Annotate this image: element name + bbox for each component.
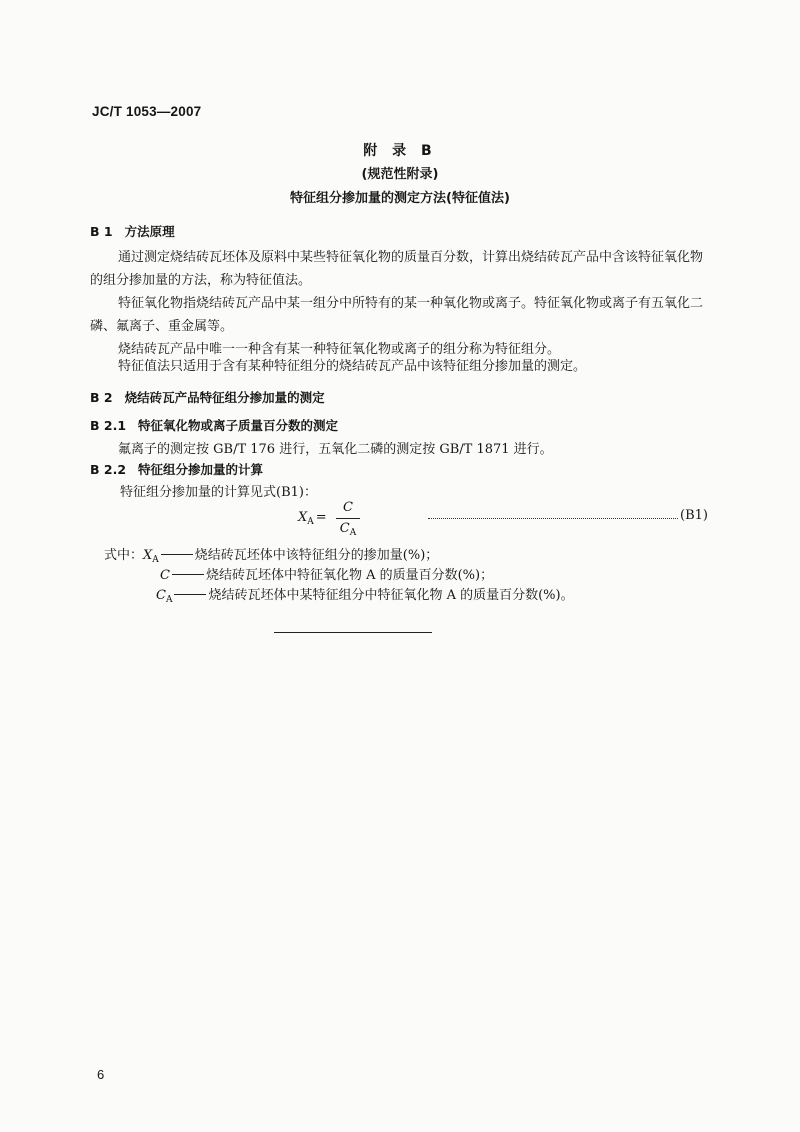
section-title: 特征氧化物或离子质量百分数的测定 xyxy=(138,418,339,433)
formula-fraction xyxy=(336,500,360,538)
formula-denominator xyxy=(336,521,360,538)
definition-symbol: C xyxy=(156,588,166,603)
formula-denominator-symbol: C xyxy=(339,521,350,536)
annex-kind: (规范性附录) xyxy=(361,167,439,182)
definition-text: 烧结砖瓦坯体中特征氧化物 A 的质量百分数(%)； xyxy=(205,568,494,583)
section-number: B 1 xyxy=(90,224,113,239)
formula-lhs xyxy=(298,510,327,527)
page-number: 6 xyxy=(97,1067,105,1082)
em-dash xyxy=(161,554,193,555)
annex-name: 特征组分掺加量的测定方法(特征值法) xyxy=(290,191,510,206)
definition-row xyxy=(156,584,574,605)
definition-symbol: C xyxy=(160,568,170,583)
equation-number: (B1) xyxy=(680,508,708,523)
section-b1-heading xyxy=(90,222,175,240)
b1-paragraph-4: 特征值法只适用于含有某种特征组分的烧结砖瓦产品中该特征组分掺加量的测定。 xyxy=(118,359,587,374)
document-code: JC/T 1053—2007 xyxy=(92,104,202,119)
formula-equals: = xyxy=(315,510,327,525)
fraction-bar xyxy=(336,518,360,519)
dot-leader xyxy=(428,504,678,519)
section-number: B 2 xyxy=(90,390,113,405)
section-b21-heading xyxy=(90,416,338,434)
annex-title: 附 录 B xyxy=(363,143,437,159)
section-title: 特征组分掺加量的计算 xyxy=(138,462,264,477)
section-b22-heading xyxy=(90,460,263,478)
b1-paragraph-2: 特征氧化物指烧结砖瓦产品中某一组分中所特有的某一种氧化物或离子。特征氧化物或离子有五氧化二磷、氟离子、重金属等。 xyxy=(90,296,704,334)
where-label: 式中： xyxy=(104,548,144,563)
em-dash xyxy=(172,574,204,575)
b22-intro: 特征组分掺加量的计算见式(B1)： xyxy=(120,485,317,500)
formula-denominator-sub: A xyxy=(349,528,357,538)
formula-numerator: C xyxy=(343,500,353,515)
section-number: B 2.1 xyxy=(90,418,127,433)
definition-symbol: X xyxy=(143,548,153,563)
formula-lhs-sub: A xyxy=(307,517,314,527)
b21-text: 氟离子的测定按 GB/T 176 进行，五氧化二磷的测定按 GB/T 1871 进行。 xyxy=(118,442,553,457)
section-b2-heading xyxy=(90,388,325,406)
end-rule xyxy=(274,632,432,633)
formula-lhs-symbol: X xyxy=(298,510,308,525)
section-number: B 2.2 xyxy=(90,462,127,477)
section-title: 烧结砖瓦产品特征组分掺加量的测定 xyxy=(124,390,325,405)
definition-text: 烧结砖瓦坯体中该特征组分的掺加量(%)； xyxy=(194,548,439,563)
definition-symbol-sub: A xyxy=(165,595,173,605)
definition-row xyxy=(160,564,493,585)
definition-row xyxy=(104,544,438,565)
definition-symbol-sub: A xyxy=(152,555,159,565)
definition-text: 烧结砖瓦坯体中某特征组分中特征氧化物 A 的质量百分数(%)。 xyxy=(208,588,574,603)
b1-paragraph-3: 烧结砖瓦产品中唯一一种含有某一种特征氧化物或离子的组分称为特征组分。 xyxy=(118,342,561,357)
em-dash xyxy=(174,594,206,595)
section-title: 方法原理 xyxy=(124,224,175,239)
b1-paragraph-1: 通过测定烧结砖瓦坯体及原料中某些特征氧化物的质量百分数，计算出烧结砖瓦产品中含该特征氧化物的组分掺加量的方法，称为特征值法。 xyxy=(90,250,704,288)
